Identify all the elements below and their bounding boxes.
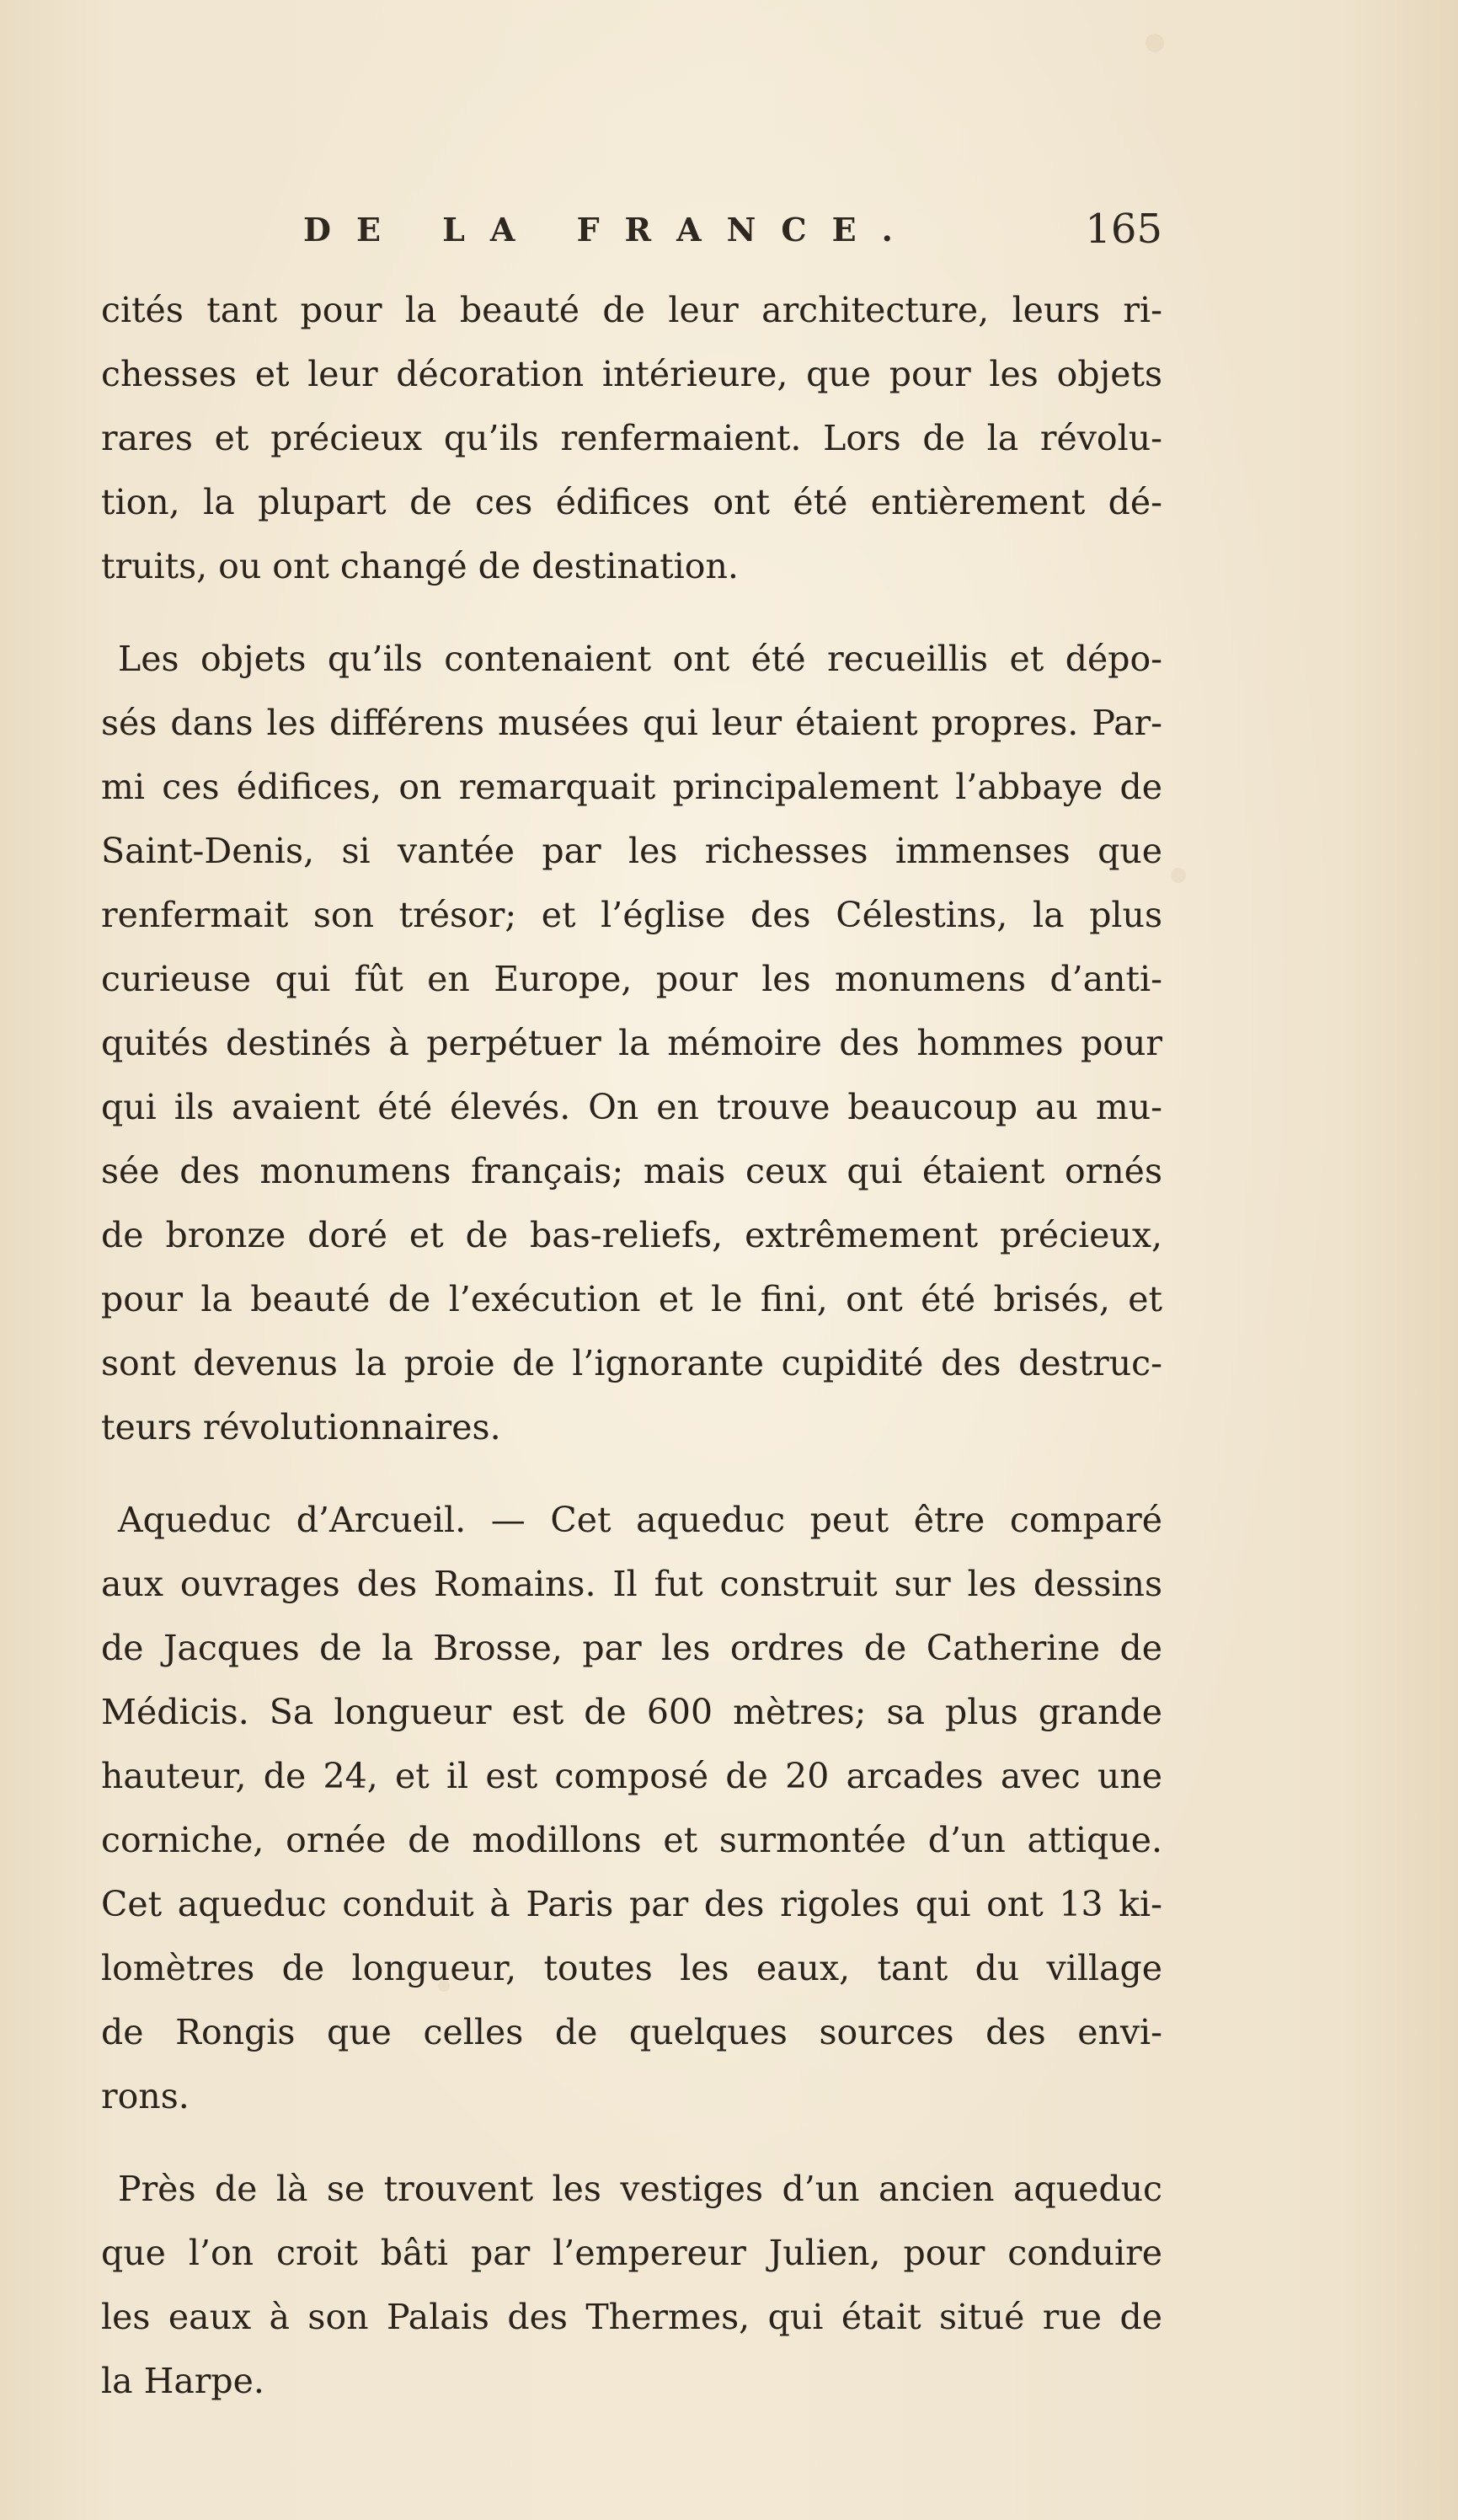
text-line: Près de là se trouvent les vestiges d’un ancien aqueduc xyxy=(118,2169,1162,2209)
text-line: qui ils avaient été élevés. On en trouve beaucoup au mu- xyxy=(101,1087,1162,1127)
text-line: de Jacques de la Brosse, par les ordres de Catherine de xyxy=(101,1628,1162,1668)
foxing-spot xyxy=(1171,868,1186,883)
text-line: lomètres de longueur, toutes les eaux, tant du village xyxy=(101,1948,1162,1988)
text-line: de Rongis que celles de quelques sources des envi- xyxy=(101,2012,1162,2052)
page-header xyxy=(109,206,1162,261)
text-line: de bronze doré et de bas-reliefs, extrêmement précieux, xyxy=(101,1215,1162,1255)
paragraph-gap xyxy=(101,2128,1162,2157)
text-line: teurs révolutionnaires. xyxy=(101,1407,501,1447)
page-number: 165 xyxy=(1085,206,1162,253)
text-line: sont devenus la proie de l’ignorante cupidité des destruc- xyxy=(101,1343,1162,1383)
text-line: Aqueduc d’Arcueil. — Cet aqueduc peut être comparé xyxy=(118,1500,1162,1540)
paragraph-gap xyxy=(101,1459,1162,1488)
paragraph-3 xyxy=(101,1488,1162,2128)
text-line: rares et précieux qu’ils renfermaient. Lors de la révolu- xyxy=(101,418,1162,458)
text-line: cités tant pour la beauté de leur architecture, leurs ri- xyxy=(101,290,1162,330)
text-line: la Harpe. xyxy=(101,2361,264,2401)
text-line: curieuse qui fût en Europe, pour les monumens d’anti- xyxy=(101,959,1162,999)
text-line: les eaux à son Palais des Thermes, qui était situé rue de xyxy=(101,2297,1162,2337)
paragraph-1 xyxy=(101,278,1162,598)
text-line: corniche, ornée de modillons et surmontée d’un attique. xyxy=(101,1820,1162,1860)
paragraph-4 xyxy=(101,2157,1162,2413)
text-line: Médicis. Sa longueur est de 600 mètres; sa plus grande xyxy=(101,1692,1162,1732)
text-line: que l’on croit bâti par l’empereur Julien, pour conduire xyxy=(101,2233,1162,2273)
text-line: tion, la plupart de ces édifices ont été entièrement dé- xyxy=(101,482,1162,522)
paragraph-gap xyxy=(101,598,1162,627)
text-line: chesses et leur décoration intérieure, que pour les objets xyxy=(101,354,1162,394)
text-line: quités destinés à perpétuer la mémoire des hommes pour xyxy=(101,1023,1162,1063)
text-line: aux ouvrages des Romains. Il fut construit sur les dessins xyxy=(101,1564,1162,1604)
running-head: DE LA FRANCE. xyxy=(303,211,918,249)
text-line: mi ces édifices, on remarquait principalement l’abbaye de xyxy=(101,767,1162,807)
text-line: rons. xyxy=(101,2076,190,2116)
body-text xyxy=(101,278,1162,2413)
text-line: pour la beauté de l’exécution et le fini, ont été brisés, et xyxy=(101,1279,1162,1319)
text-line: Les objets qu’ils contenaient ont été recueillis et dépo- xyxy=(118,639,1162,679)
foxing-spot xyxy=(1146,34,1164,52)
text-line: Cet aqueduc conduit à Paris par des rigoles qui ont 13 ki- xyxy=(101,1884,1162,1924)
text-line: renfermait son trésor; et l’église des Célestins, la plus xyxy=(101,895,1162,935)
text-line: sée des monumens français; mais ceux qui étaient ornés xyxy=(101,1151,1162,1191)
text-line: Saint-Denis, si vantée par les richesses immenses que xyxy=(101,831,1162,871)
paragraph-2 xyxy=(101,627,1162,1459)
text-line: truits, ou ont changé de destination. xyxy=(101,546,739,586)
text-line: hauteur, de 24, et il est composé de 20 arcades avec une xyxy=(101,1756,1162,1796)
text-line: sés dans les différens musées qui leur étaient propres. Par- xyxy=(101,703,1162,743)
